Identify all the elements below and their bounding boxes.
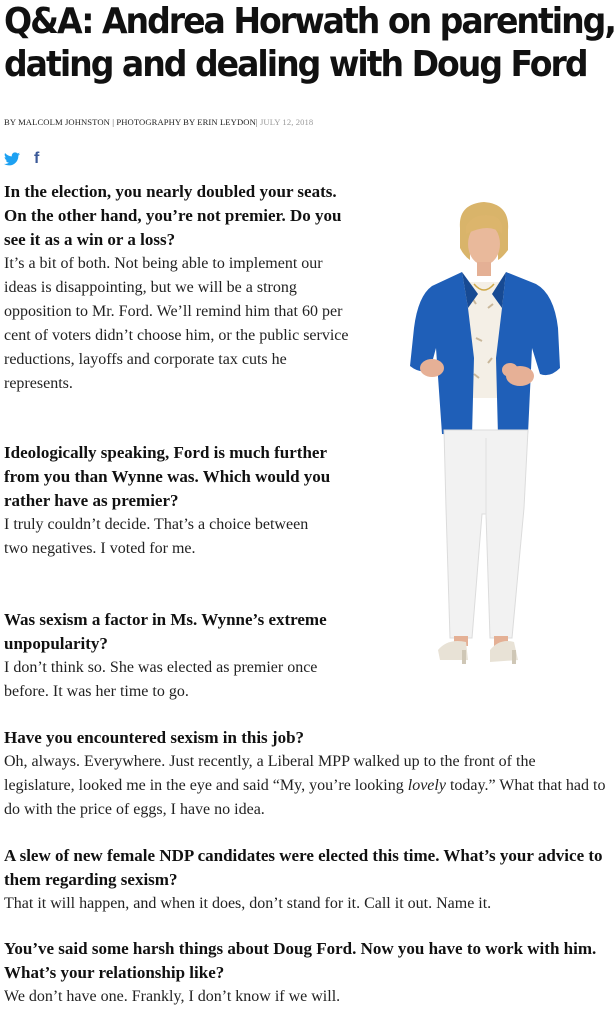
question: Ideologically speaking, Ford is much further from you than Wynne was. Which would you rather have as premier? bbox=[4, 443, 331, 510]
article-title-line-1: Q&A: Andrea Horwath on parenting, bbox=[4, 1, 615, 42]
byline-photo-credit[interactable]: PHOTOGRAPHY BY ERIN LEYDON bbox=[116, 117, 256, 127]
qa-block bbox=[4, 441, 334, 561]
question: You’ve said some harsh things about Doug Ford. Now you have to work with him. What’s your relationship like? bbox=[4, 939, 597, 982]
portrait-photo bbox=[402, 198, 570, 668]
qa-block bbox=[4, 180, 349, 396]
article-title-line-2: dating and dealing with Doug Ford bbox=[4, 44, 587, 85]
byline-separator: | bbox=[112, 117, 115, 127]
qa-block bbox=[4, 726, 608, 822]
qa-block bbox=[4, 937, 608, 1009]
answer bbox=[4, 985, 608, 1009]
answer bbox=[4, 892, 608, 916]
answer-emphasis: lovely bbox=[407, 777, 446, 794]
facebook-icon[interactable]: f bbox=[34, 150, 40, 167]
article-title bbox=[4, 0, 615, 86]
answer-text: That it will happen, and when it does, don’t stand for it. Call it out. Name it. bbox=[4, 895, 492, 912]
answer bbox=[4, 750, 608, 822]
byline-separator: | bbox=[255, 117, 258, 127]
answer bbox=[4, 656, 334, 704]
answer-text: Oh, always. Everywhere. Just recently, a Liberal MPP walked up to the front of the legislature, looked me in the eye and said “My, you’re looking bbox=[4, 753, 536, 794]
byline-author[interactable]: BY MALCOLM JOHNSTON bbox=[4, 117, 110, 127]
answer-text: I don’t think so. She was elected as premier once before. It was her time to go. bbox=[4, 659, 318, 700]
share-bar bbox=[4, 150, 39, 168]
answer bbox=[4, 252, 349, 396]
answer-text: It’s a bit of both. Not being able to implement our ideas is disappointing, but we will be a strong opposition to Mr. Ford. We’ll remind him that 60 per cent of voters didn’t choose him, or the public service reductions, layoffs and corporate tax cuts he represents. bbox=[4, 255, 349, 392]
qa-block bbox=[4, 608, 334, 704]
question: In the election, you nearly doubled your seats. On the other hand, you’re not premier. Do you see it as a win or a loss? bbox=[4, 182, 342, 249]
qa-block bbox=[4, 844, 608, 916]
answer-text: I truly couldn’t decide. That’s a choice between two negatives. I voted for me. bbox=[4, 516, 309, 557]
byline-date: JULY 12, 2018 bbox=[259, 117, 314, 127]
question: A slew of new female NDP candidates were elected this time. What’s your advice to them regarding sexism? bbox=[4, 846, 603, 889]
byline bbox=[4, 117, 313, 127]
question: Was sexism a factor in Ms. Wynne’s extreme unpopularity? bbox=[4, 610, 327, 653]
answer-text: We don’t have one. Frankly, I don’t know if we will. bbox=[4, 988, 341, 1005]
twitter-icon[interactable] bbox=[4, 152, 20, 166]
question: Have you encountered sexism in this job? bbox=[4, 728, 305, 747]
answer-text: today.” What that had to do with the price of eggs, I have no idea. bbox=[4, 777, 606, 818]
answer bbox=[4, 513, 334, 561]
